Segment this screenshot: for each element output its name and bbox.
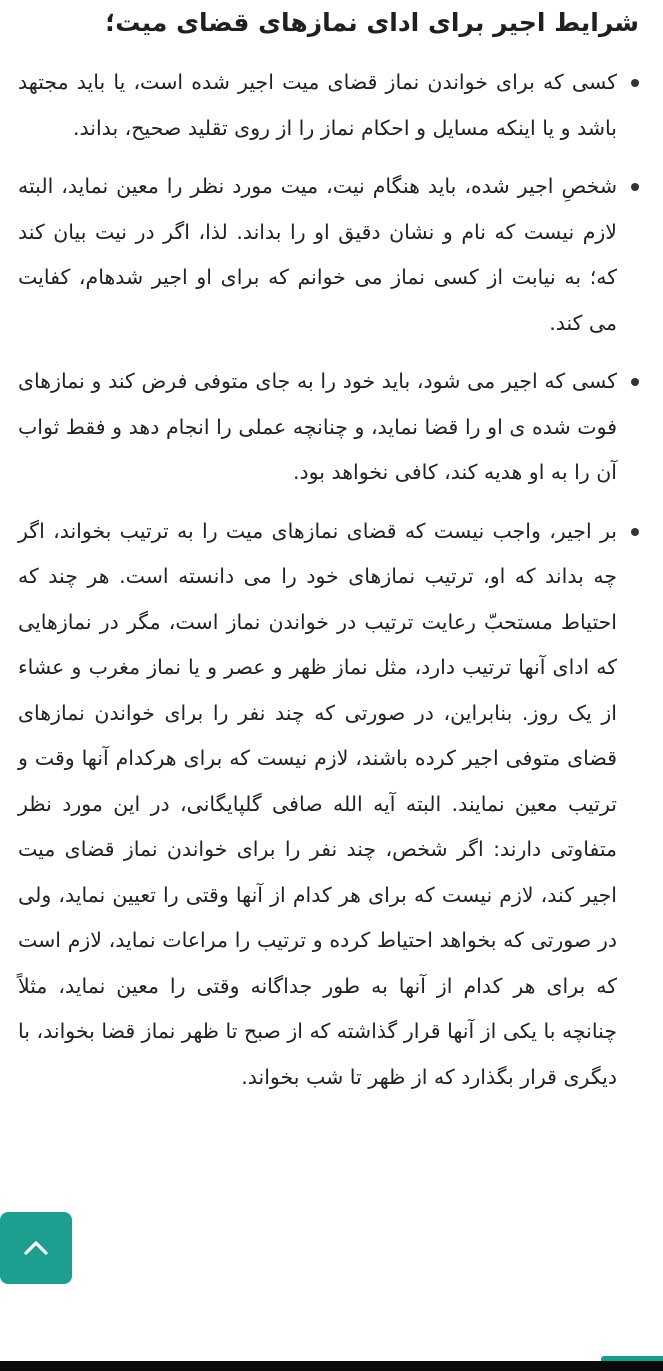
article-heading: شرایط اجیر برای ادای نمازهای قضای میت؛: [105, 8, 639, 37]
list-item-text: کسی که اجیر می شود، باید خود را به جای متوفی فرض کند و نمازهای فوت شده ی او را قضا نماید، و چنانچه عملی را انجام دهد و فقط ثواب آن را به او هدیه کند، کافی نخواهد بود.: [18, 369, 617, 484]
chevron-up-icon: [23, 1240, 49, 1256]
list-item: [18, 359, 639, 496]
list-item: [18, 509, 639, 1101]
bullet-icon: [631, 79, 639, 87]
bullet-icon: [631, 528, 639, 536]
list-item-text: شخصِ اجیر شده، باید هنگام نیت، میت مورد نظر را معین نماید، البته لازم نیست که نام و نشان دقیق او را بداند. لذا، اگر در نیت بیان کند که؛ به نیابت از کسی نماز می خوانم که برای او اجیر شدهام، کفایت می کند.: [18, 174, 617, 335]
scroll-to-top-button[interactable]: [0, 1212, 72, 1284]
list-item: [18, 164, 639, 346]
bullet-icon: [631, 183, 639, 191]
conditions-list: [18, 60, 639, 1100]
list-item-text: کسی که برای خواندن نماز قضای میت اجیر شده است، یا باید مجتهد باشد و یا اینکه مسایل و احکام نماز را از روی تقلید صحیح، بداند.: [18, 70, 617, 140]
list-item-text: بر اجیر، واجب نیست که قضای نمازهای میت را به ترتیب بخواند، اگر چه بداند که او، ترتیب نمازهای خود را می دانسته است. هر چند که احتیاط مستحبّ رعایت ترتیب در خواندن نماز است، مگر در نمازهایی که ادای آنها ترتیب دارد، مثل نماز ظهر و عصر و یا نماز مغرب و عشاء از یک روز. بنابراین، در صورتی که چند نفر را برای خواندن نمازهای قضای متوفی اجیر کرده باشند، لازم نیست که برای هرکدام آنها وقت و ترتیب معین نمایند. البته آیه الله صافی گلپایگانی، در این مورد نظر متفاوتی دارند: اگر شخص، چند نفر را برای خواندن نماز قضای میت اجیر کند، لازم نیست که برای هر کدام از آنها وقتی را تعیین نماید، ولی در صورتی که بخواهد احتیاط کرده و ترتیب را مراعات نماید، لازم است که برای هر کدام از آنها به طور جداگانه وقتی را معین نماید، مثلاً چنانچه با یکی از آنها قرار گذاشته که از صبح تا ظهر نماز قضا بخواند، با دیگری قرار بگذارد که از ظهر تا شب بخواند.: [18, 518, 617, 1089]
list-item: [18, 60, 639, 151]
bottom-navigation-bar: [0, 1361, 663, 1371]
bullet-icon: [631, 378, 639, 386]
